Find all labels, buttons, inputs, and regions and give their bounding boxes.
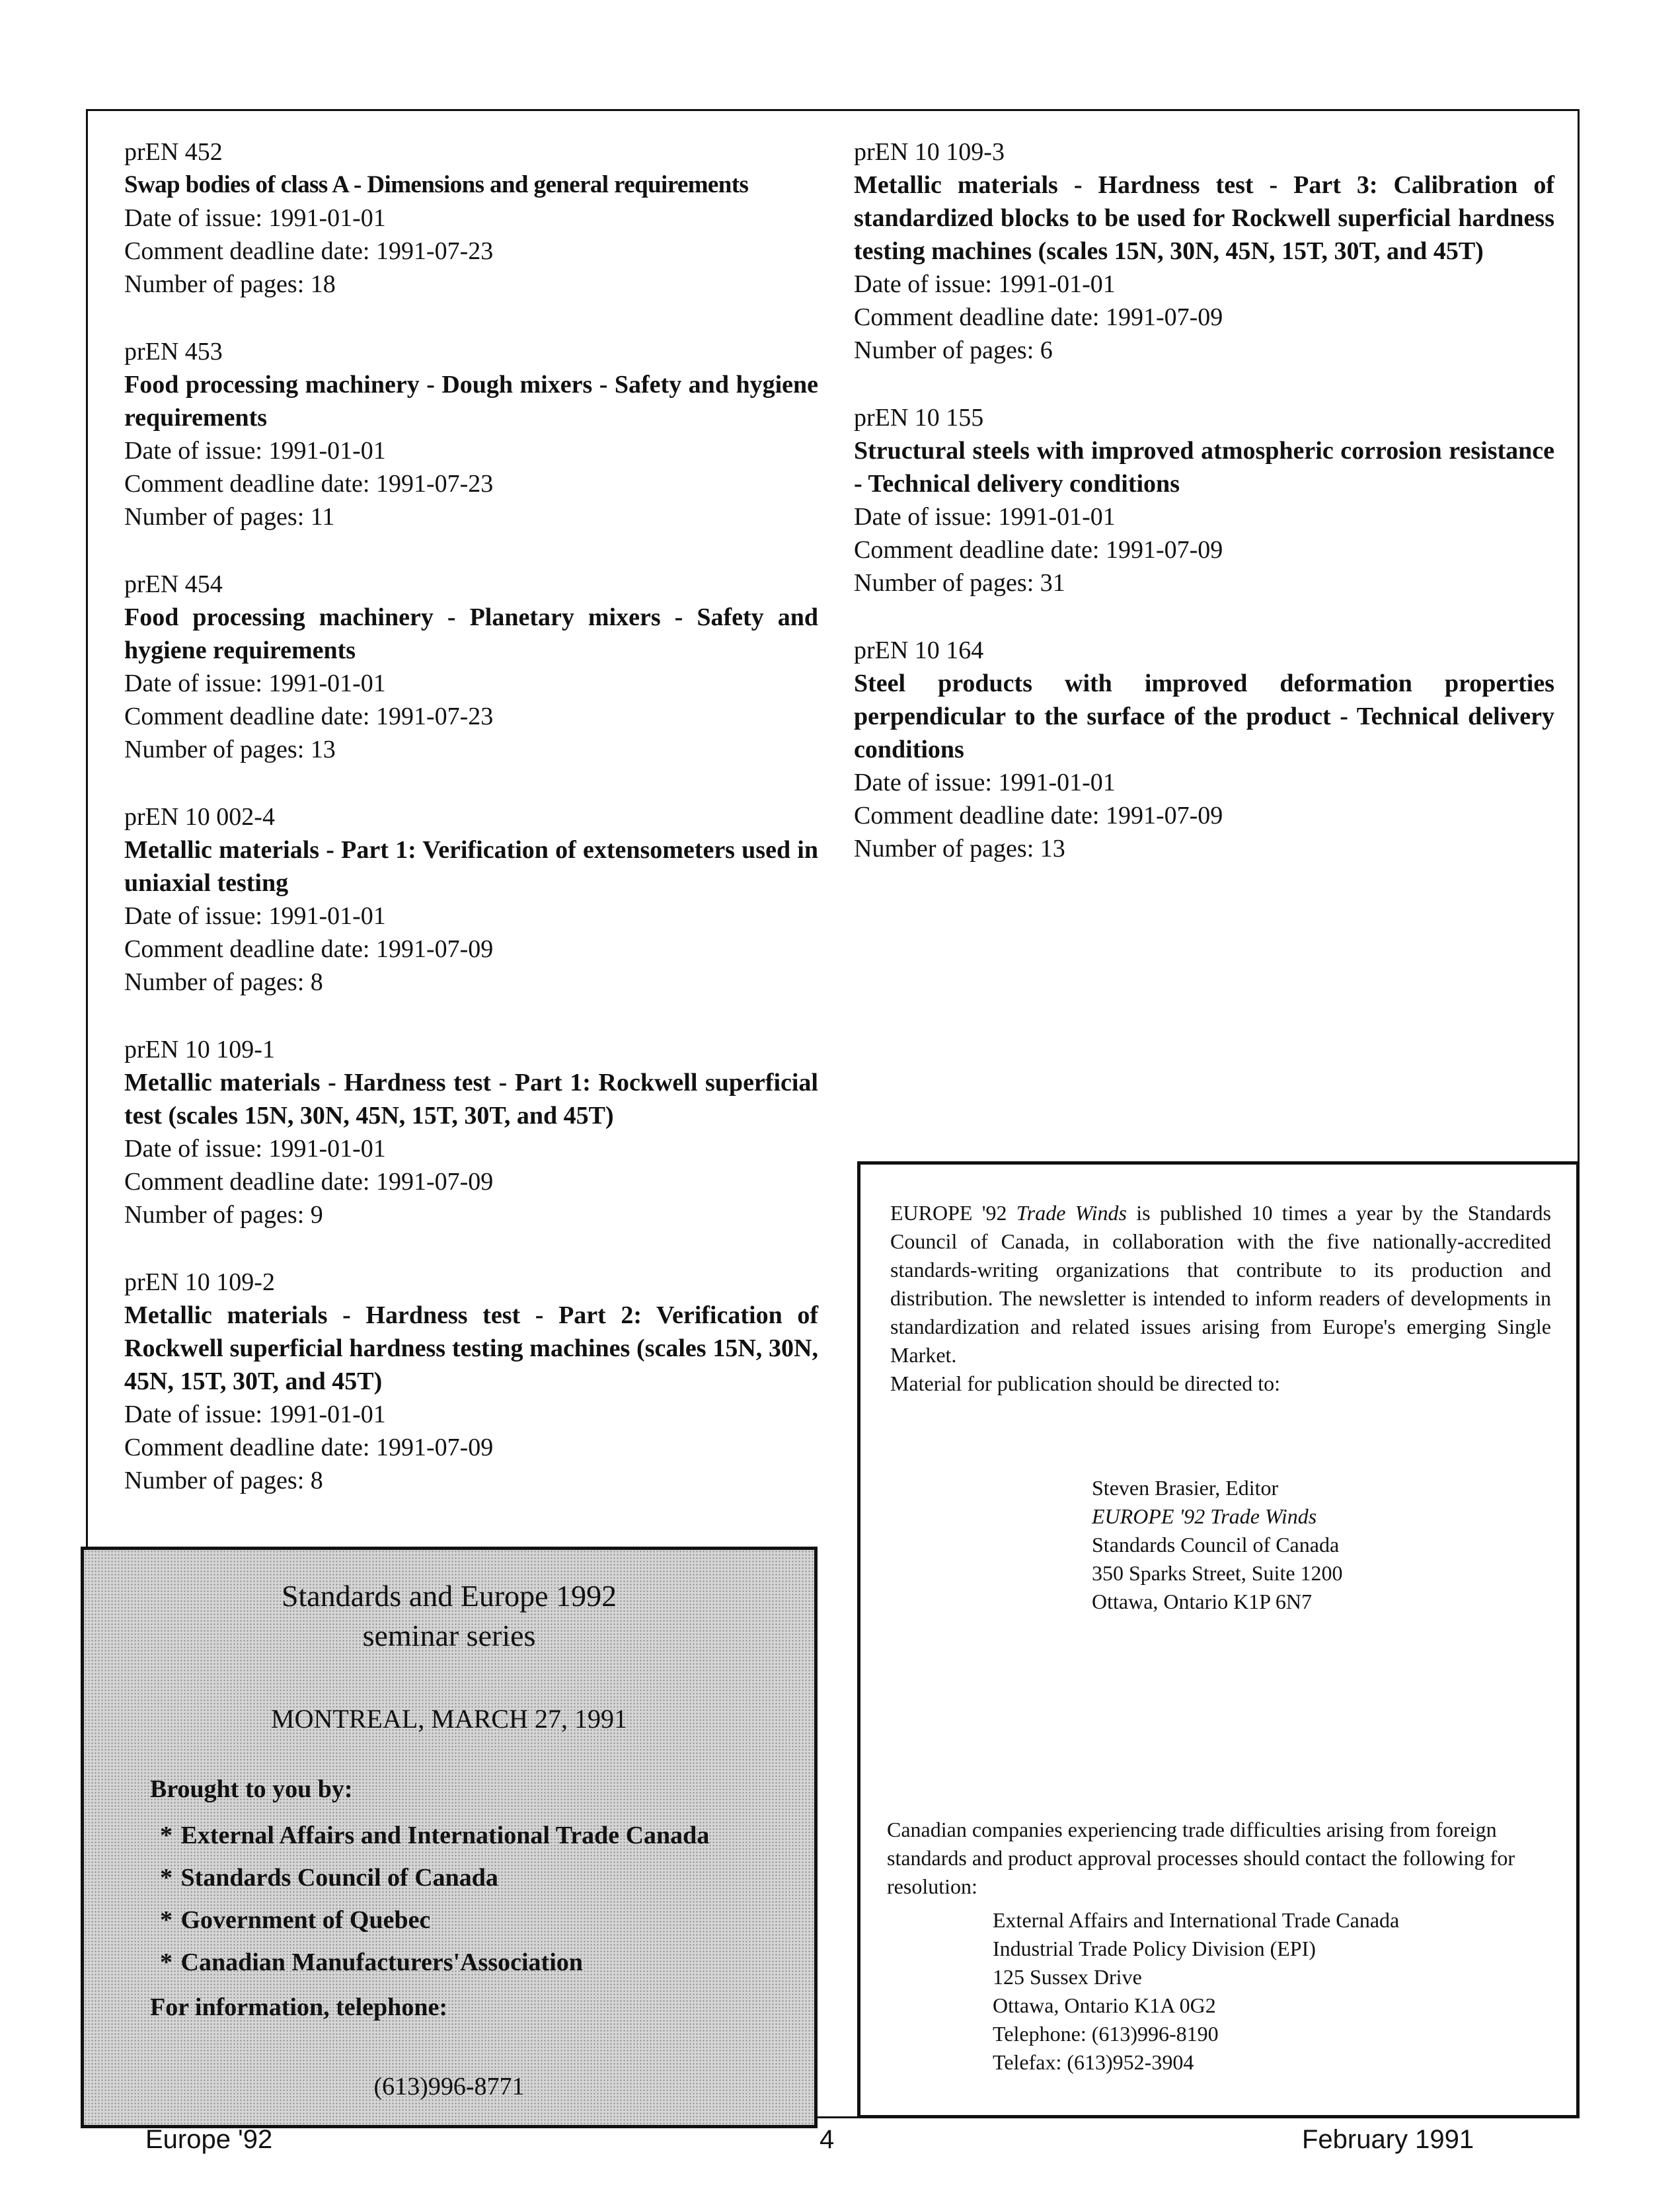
entry-deadline: Comment deadline date: 1991-07-09 bbox=[854, 802, 1223, 829]
publication-description: is published 10 times a year by the Standards Council of Canada, in collaboration with the five nationally-accredited standards-writing organizations that contribute to its production and distribution. The newsletter is intended to inform readers of developments in standardization and related issues arising from Europe's emerging Single Market. bbox=[890, 1201, 1551, 1367]
sponsor-name: Government of Quebec bbox=[180, 1906, 431, 1934]
entry-issue-date: Date of issue: 1991-01-01 bbox=[124, 437, 386, 465]
sponsor-name: External Affairs and International Trade Canada bbox=[180, 1822, 710, 1849]
editor-street: 350 Sparks Street, Suite 1200 bbox=[1092, 1561, 1343, 1585]
entry-code: prEN 10 164 bbox=[854, 636, 984, 664]
editor-organization: Standards Council of Canada bbox=[1092, 1533, 1340, 1557]
entry-code: prEN 10 109-2 bbox=[124, 1268, 275, 1296]
newsletter-info-box bbox=[857, 1161, 1580, 2118]
standard-entry bbox=[124, 800, 818, 999]
entry-title: Metallic materials - Part 1: Verification of extensometers used in uniaxial testing bbox=[124, 836, 818, 897]
footer-date: February 1991 bbox=[1302, 2125, 1474, 2154]
editor-city: Ottawa, Ontario K1P 6N7 bbox=[1092, 1590, 1312, 1613]
editor-address bbox=[1092, 1474, 1343, 1616]
sponsor-item bbox=[160, 1941, 709, 1983]
contact-street: 125 Sussex Drive bbox=[993, 1965, 1142, 1989]
entry-title: Metallic materials - Hardness test - Part 1: Rockwell superficial test (scales 15N, 30N, 45N, 15T, 30T, and 45T) bbox=[124, 1069, 818, 1130]
seminar-brought-by: Brought to you by: bbox=[150, 1775, 353, 1803]
entry-code: prEN 10 109-3 bbox=[854, 138, 1005, 166]
seminar-box bbox=[81, 1547, 818, 2128]
seminar-info-label: For information, telephone: bbox=[150, 1993, 447, 2021]
entry-pages: Number of pages: 9 bbox=[124, 1201, 323, 1229]
entry-issue-date: Date of issue: 1991-01-01 bbox=[124, 670, 386, 697]
entry-issue-date: Date of issue: 1991-01-01 bbox=[124, 1135, 386, 1163]
entry-pages: Number of pages: 8 bbox=[124, 968, 323, 996]
sponsor-item bbox=[160, 1899, 709, 1941]
entry-title: Structural steels with improved atmospheric corrosion resistance - Technical delivery conditions bbox=[854, 437, 1554, 498]
entry-deadline: Comment deadline date: 1991-07-09 bbox=[854, 536, 1223, 564]
publication-name: EUROPE '92 bbox=[890, 1201, 1016, 1225]
entry-issue-date: Date of issue: 1991-01-01 bbox=[854, 503, 1116, 531]
entry-issue-date: Date of issue: 1991-01-01 bbox=[124, 204, 386, 232]
contact-address bbox=[993, 1906, 1399, 2077]
trade-difficulties-note: Canadian companies experiencing trade difficulties arising from foreign standards and product approval processes should contact the following for resolution: bbox=[887, 1818, 1515, 1898]
right-column bbox=[854, 135, 1554, 900]
entry-pages: Number of pages: 8 bbox=[124, 1467, 323, 1494]
entry-deadline: Comment deadline date: 1991-07-09 bbox=[124, 935, 494, 963]
bullet-icon: * bbox=[160, 1948, 172, 1976]
publication-material-note: Material for publication should be directed to: bbox=[890, 1371, 1281, 1395]
seminar-city-date: MONTREAL, MARCH 27, 1991 bbox=[271, 1704, 627, 1734]
entry-code: prEN 10 109-1 bbox=[124, 1036, 275, 1063]
standard-entry bbox=[124, 568, 818, 766]
standard-entry bbox=[854, 135, 1554, 367]
entry-code: prEN 452 bbox=[124, 138, 223, 166]
entry-code: prEN 10 155 bbox=[854, 404, 984, 432]
sponsor-item bbox=[160, 1857, 709, 1899]
editor-publication: EUROPE '92 Trade Winds bbox=[1092, 1504, 1317, 1528]
contact-organization: External Affairs and International Trade Canada bbox=[993, 1908, 1400, 1932]
footer-publication: Europe '92 bbox=[145, 2125, 273, 2154]
entry-issue-date: Date of issue: 1991-01-01 bbox=[854, 769, 1116, 796]
entry-pages: Number of pages: 18 bbox=[124, 270, 336, 298]
entry-title: Steel products with improved deformation properties perpendicular to the surface of the product - Technical delivery conditions bbox=[854, 670, 1554, 763]
standard-entry bbox=[854, 401, 1554, 599]
left-column bbox=[124, 135, 818, 1531]
entry-issue-date: Date of issue: 1991-01-01 bbox=[124, 1401, 386, 1428]
entry-pages: Number of pages: 6 bbox=[854, 336, 1053, 364]
standard-entry bbox=[124, 1033, 818, 1231]
entry-deadline: Comment deadline date: 1991-07-09 bbox=[124, 1168, 494, 1196]
seminar-title-line-2: seminar series bbox=[362, 1619, 536, 1652]
standard-entry bbox=[854, 634, 1554, 865]
entry-issue-date: Date of issue: 1991-01-01 bbox=[854, 270, 1116, 298]
standard-entry bbox=[124, 1266, 818, 1497]
entry-issue-date: Date of issue: 1991-01-01 bbox=[124, 902, 386, 930]
standard-entry bbox=[124, 335, 818, 533]
publication-statement bbox=[890, 1199, 1551, 1398]
contact-division: Industrial Trade Policy Division (EPI) bbox=[993, 1937, 1316, 1960]
editor-name: Steven Brasier, Editor bbox=[1092, 1476, 1279, 1500]
entry-code: prEN 10 002-4 bbox=[124, 803, 275, 831]
entry-deadline: Comment deadline date: 1991-07-23 bbox=[124, 470, 494, 498]
entry-pages: Number of pages: 13 bbox=[854, 835, 1065, 863]
entry-title: Food processing machinery - Dough mixers - Safety and hygiene requirements bbox=[124, 371, 818, 432]
entry-code: prEN 454 bbox=[124, 570, 223, 598]
seminar-title bbox=[84, 1576, 814, 1656]
contact-telephone: Telephone: (613)996-8190 bbox=[993, 2022, 1219, 2046]
publication-name-italic: Trade Winds bbox=[1016, 1201, 1127, 1225]
sponsor-list bbox=[160, 1814, 709, 1983]
bullet-icon: * bbox=[160, 1906, 172, 1934]
entry-code: prEN 453 bbox=[124, 338, 223, 366]
entry-title: Swap bodies of class A - Dimensions and general requirements bbox=[124, 171, 749, 198]
seminar-phone: (613)996-8771 bbox=[373, 2073, 525, 2100]
entry-deadline: Comment deadline date: 1991-07-09 bbox=[854, 303, 1223, 331]
contact-city: Ottawa, Ontario K1A 0G2 bbox=[993, 1993, 1216, 2017]
entry-deadline: Comment deadline date: 1991-07-23 bbox=[124, 703, 494, 730]
sponsor-name: Canadian Manufacturers'Association bbox=[180, 1948, 583, 1976]
entry-title: Metallic materials - Hardness test - Part 2: Verification of Rockwell superficial hardness testing machines (scales 15N, 30N, 45N, 15T, 30T, and 45T) bbox=[124, 1301, 818, 1395]
entry-deadline: Comment deadline date: 1991-07-23 bbox=[124, 237, 494, 265]
bullet-icon: * bbox=[160, 1864, 172, 1892]
contact-telefax: Telefax: (613)952-3904 bbox=[993, 2050, 1194, 2074]
entry-pages: Number of pages: 13 bbox=[124, 736, 336, 763]
entry-title: Food processing machinery - Planetary mixers - Safety and hygiene requirements bbox=[124, 603, 818, 664]
standard-entry bbox=[124, 135, 818, 301]
page-number: 4 bbox=[820, 2125, 835, 2154]
seminar-title-line-1: Standards and Europe 1992 bbox=[281, 1579, 617, 1613]
sponsor-name: Standards Council of Canada bbox=[180, 1864, 498, 1892]
entry-pages: Number of pages: 31 bbox=[854, 569, 1065, 597]
entry-title: Metallic materials - Hardness test - Part 3: Calibration of standardized blocks to be used for Rockwell superficial hardness testing machines (scales 15N, 30N, 45N, 15T, 30T, and 45T) bbox=[854, 171, 1554, 265]
sponsor-item bbox=[160, 1814, 709, 1857]
entry-deadline: Comment deadline date: 1991-07-09 bbox=[124, 1434, 494, 1461]
entry-pages: Number of pages: 11 bbox=[124, 503, 335, 531]
bullet-icon: * bbox=[160, 1822, 172, 1849]
